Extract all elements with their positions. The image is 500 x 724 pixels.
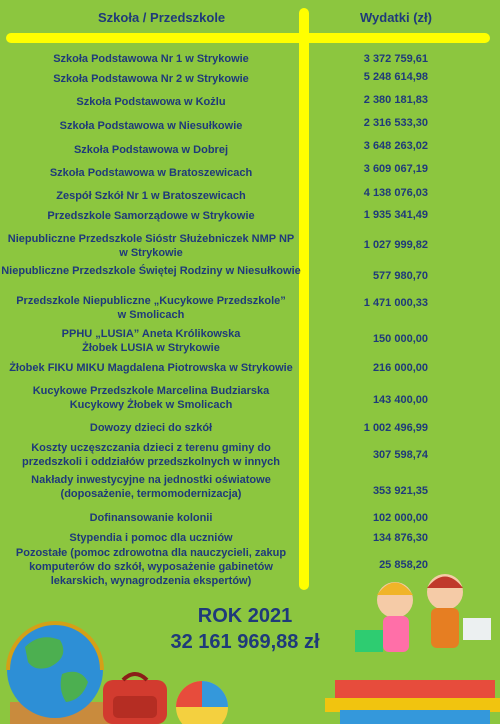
row-name: Szkoła Podstawowa Nr 2 w Strykowie (53, 73, 249, 85)
row-name: Stypendia i pomoc dla uczniów (69, 532, 233, 544)
row-value: 307 598,74 (372, 449, 428, 461)
row-value: 143 400,00 (372, 394, 428, 406)
row-value: 150 000,00 (372, 333, 428, 345)
row-name: Dofinansowanie kolonii (89, 512, 213, 524)
row-value: 3 609 067,19 (363, 163, 428, 175)
total-amount: 32 161 969,88 zł (170, 631, 320, 653)
row-name: Zespół Szkół Nr 1 w Bratoszewicach (56, 190, 246, 202)
row-name: Przedszkole Niepubliczne „Kucykowe Przedszkole” w Smolicach (16, 295, 286, 321)
ball-illustration (172, 675, 232, 724)
row-name: Niepubliczne Przedszkole Świętej Rodziny w Niesułkowie (1, 265, 301, 277)
row-value: 1 027 999,82 (363, 239, 428, 251)
row-name: Przedszkole Samorządowe w Strykowie (47, 210, 255, 222)
row-value: 1 002 496,99 (363, 422, 428, 434)
row-name: Koszty uczęszczania dzieci z terenu gminy do przedszkoli i oddziałów przedszkolnych w innych (22, 442, 280, 468)
amount-column-header: Wydatki (zł) (360, 10, 432, 25)
row-name: Niepubliczne Przedszkole Sióstr Służebniczek NMP NP w Strykowie (7, 233, 295, 259)
row-name: Szkoła Podstawowa Nr 1 w Strykowie (53, 53, 249, 65)
row-name: Szkoła Podstawowa w Niesułkowie (59, 120, 243, 132)
row-value: 3 648 263,02 (363, 140, 428, 152)
kids-reading-illustration (325, 560, 500, 724)
row-name: Nakłady inwestycyjne na jednostki oświatowe (doposażenie, termomodernizacja) (31, 474, 271, 500)
row-value: 2 316 533,30 (363, 117, 428, 129)
row-name: Szkoła Podstawowa w Dobrej (73, 144, 229, 156)
row-name: Pozostałe (pomoc zdrowotna dla nauczycieli, zakup komputerów do szkół, wyposażenie gabinetów lekarskich, wynagrodzenia ekspertów) (15, 547, 287, 587)
row-value: 577 980,70 (372, 270, 428, 282)
row-value: 4 138 076,03 (363, 187, 428, 199)
row-name: Szkoła Podstawowa w Bratoszewicach (49, 167, 253, 179)
row-value: 216 000,00 (372, 362, 428, 374)
row-name: PPHU „LUSIA” Aneta Królikowska Żłobek LUSIA w Strykowie (61, 328, 241, 354)
row-name: Szkoła Podstawowa w Kożlu (76, 96, 226, 108)
row-name: Żłobek FIKU MIKU Magdalena Piotrowska w Strykowie (9, 362, 293, 374)
total-block (150, 603, 340, 655)
row-value: 2 380 181,83 (363, 94, 428, 106)
row-name: Dowozy dzieci do szkół (89, 422, 213, 434)
row-value: 5 248 614,98 (363, 71, 428, 83)
school-column-header: Szkoła / Przedszkole (98, 10, 226, 25)
row-value: 3 372 759,61 (363, 53, 428, 65)
row-value: 1 471 000,33 (363, 297, 428, 309)
row-name: Kucykowe Przedszkole Marcelina Budziarska Kucykowy Żłobek w Smolicach (32, 385, 270, 411)
year-label: ROK 2021 (197, 605, 293, 627)
row-value: 25 858,20 (379, 559, 428, 571)
row-value: 1 935 341,49 (363, 209, 428, 221)
row-value: 134 876,30 (372, 532, 428, 544)
row-value: 102 000,00 (372, 512, 428, 524)
header-divider (6, 33, 490, 43)
row-value: 353 921,35 (372, 485, 428, 497)
backpack-illustration (95, 672, 175, 724)
